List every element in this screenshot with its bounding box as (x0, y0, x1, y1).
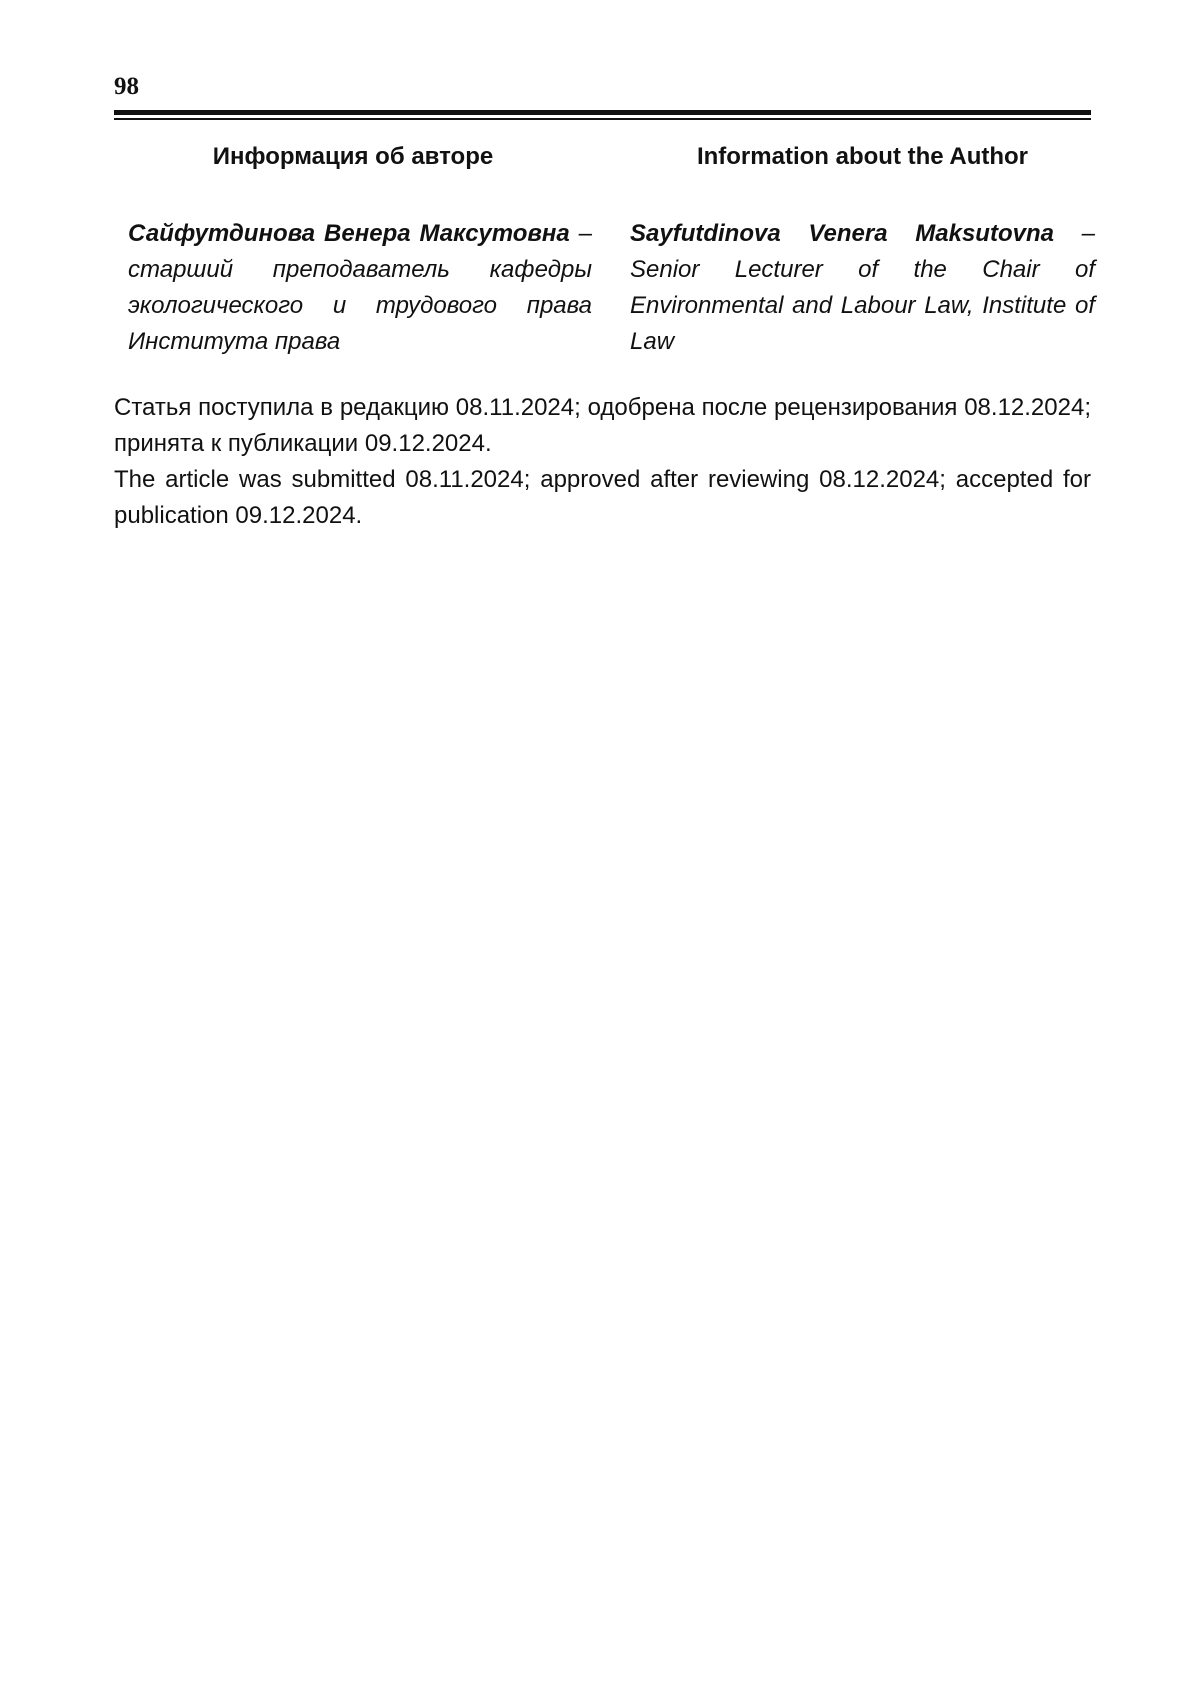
author-entry-ru (114, 216, 592, 360)
header-rule-thick (114, 110, 1091, 115)
author-info-en (630, 140, 1095, 360)
author-entry-en (630, 216, 1095, 360)
author-info-heading-ru: Информация об авторе (212, 143, 494, 170)
article-history-en: The article was submitted 08.11.2024; approved after reviewing 08.12.2024; accepted for publication 09.12.2024. (114, 466, 1091, 529)
author-separator-ru: – (569, 220, 592, 247)
header-rule-thin (114, 118, 1091, 120)
author-info-ru (114, 140, 592, 360)
author-description-en: Senior Lecturer of the Chair of Environmental and Labour Law, Institute of Law (630, 256, 1095, 355)
author-description-ru: старший преподаватель кафедры экологического и трудового права Института права (128, 256, 592, 355)
article-history-ru: Статья поступила в редакцию 08.11.2024; одобрена после рецензирования 08.12.2024; принята к публикации 09.12.2024. (114, 394, 1091, 457)
page-number: 98 (114, 73, 139, 100)
author-separator-en: – (1053, 220, 1095, 247)
article-history (114, 390, 1091, 534)
author-name-en: Sayfutdinova Venera Maksutovna (630, 220, 1054, 247)
author-info-heading-en: Information about the Author (696, 143, 1029, 170)
author-name-ru: Сайфутдинова Венера Максутовна (128, 220, 570, 247)
